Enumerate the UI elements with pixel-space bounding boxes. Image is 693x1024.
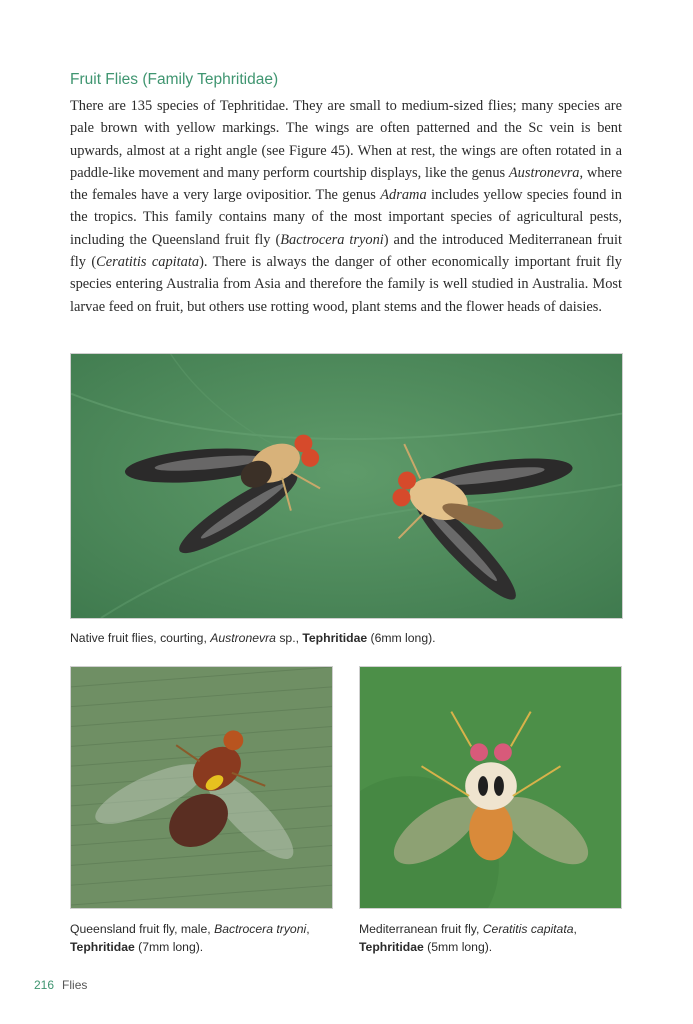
body-text-3: includes yellow species found in the tropics. This family contains many of the most important species of agricultural pests, including the Queensland fruit fly ( (70, 187, 623, 248)
caption-left-family: Tephritidae (70, 940, 135, 954)
footer-section-name: Flies (62, 978, 88, 992)
photo-queensland-fruit-fly (70, 666, 333, 909)
body-text-4: ) and the introduced Mediterranean fruit fly ( (70, 231, 622, 271)
caption-left-mid: , (306, 922, 310, 936)
caption-main-family: Tephritidae (302, 631, 368, 645)
caption-main-size: (6mm long). (367, 631, 436, 645)
body-text-1: There are 135 species of Tephritidae. They are small to medium-sized flies; many species are pale brown with yellow markings. The wings are often patterned and the Sc vein is bent upwards, almost at a right angle (see Figure 45). When at rest, the wings are often rotated in a paddle-like movement and many perform courtship displays, like the genus (70, 98, 622, 181)
caption-right-lead: Mediterranean fruit fly, (359, 922, 483, 936)
caption-left-species: Bactrocera tryoni (214, 922, 307, 936)
species-bactrocera: Bactrocera tryoni (280, 231, 384, 248)
photo-courting-flies (70, 353, 623, 619)
caption-right-mid: , (573, 922, 577, 936)
genus-adrama: Adrama (380, 187, 427, 204)
page-footer (34, 978, 87, 992)
caption-main-photo (70, 629, 623, 647)
body-text-5: ). There is always the danger of other economically important fruit fly species entering Australia from Asia and therefore the family is well studied in Australia. Most larvae feed on fruit, but others use rotting wood, plant stems and the flower heads of daisies. (70, 254, 622, 315)
caption-main-species: Austronevra (210, 631, 276, 645)
genus-austronevra: Austronevra (508, 164, 580, 181)
photo-mediterranean-fruit-fly (359, 666, 622, 909)
caption-main-lead: Native fruit flies, courting, (70, 631, 211, 645)
section-heading: Fruit Flies (Family Tephritidae) (70, 71, 279, 88)
caption-left-size: (7mm long). (134, 940, 204, 954)
caption-right-species: Ceratitis capitata (482, 922, 574, 936)
caption-left-photo (70, 920, 340, 956)
page-number: 216 (34, 978, 55, 992)
caption-right-photo (359, 920, 629, 956)
caption-left-lead: Queensland fruit fly, male, (70, 922, 215, 936)
caption-main-mid: sp., (275, 631, 303, 645)
body-text-2: , where the females have a very large ovipositior. The genus (70, 164, 622, 204)
caption-right-size: (5mm long). (423, 940, 493, 954)
species-ceratitis: Ceratitis capitata (96, 254, 200, 271)
caption-right-family: Tephritidae (359, 940, 424, 954)
body-paragraph (70, 95, 622, 318)
